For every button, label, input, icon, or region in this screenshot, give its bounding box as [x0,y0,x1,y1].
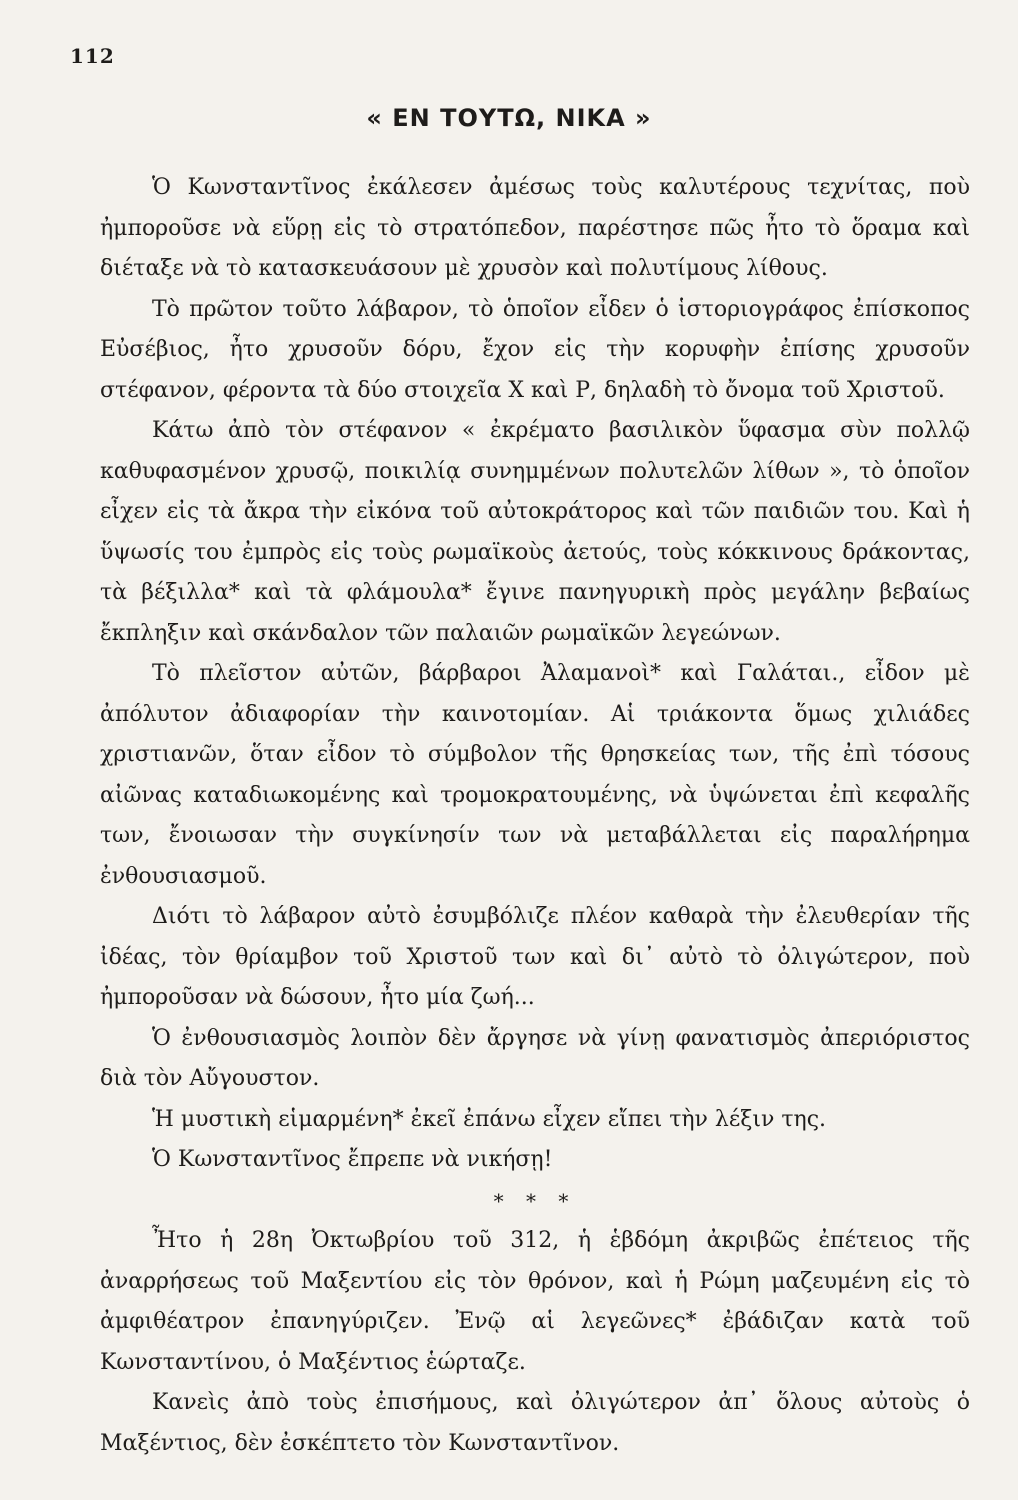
paragraph: Κάτω ἀπὸ τὸν στέφανον « ἐκρέματο βασιλικὸν ὕφασμα σὺν πολλῷ καθυφασμένον χρυσῷ, ποικιλίᾳ συνημμένων πολυτελῶν λίθων », τὸ ὁποῖον εἶχεν εἰς τὰ ἄκρα τὴν εἰκόνα τοῦ αὐτοκράτορος καὶ τῶν παιδιῶν του. Καὶ ἡ ὕψωσίς του ἐμπρὸς εἰς τοὺς ρωμαϊκοὺς ἀετούς, τοὺς κόκκινους δράκοντας, τὰ βέξιλλα* καὶ τὰ φλάμουλα* ἔγινε πανηγυρικὴ πρὸς μεγάλην βεβαίως ἔκπληξιν καὶ σκάνδαλον τῶν παλαιῶν ρωμαϊκῶν λεγεώνων. [100,418,970,646]
paragraph: Ἡ μυστικὴ εἱμαρμένη* ἐκεῖ ἐπάνω εἶχεν εἴπει τὴν λέξιν της. [152,1106,827,1132]
chapter-title: « ΕΝ ΤΟΥΤΩ, ΝΙΚΑ » [366,104,652,132]
paragraph: Ἦτο ἡ 28η Ὀκτωβρίου τοῦ 312, ἡ ἑβδόμη ἀκριβῶς ἐπέτειος τῆς ἀναρρήσεως τοῦ Μαξεντίου εἰς τὸν θρόνον, καὶ ἡ Ρώμη μαζευμένη εἰς τὸ ἀμφιθέατρον ἐπανηγύριζεν. Ἐνῷ αἱ λεγεῶνες* ἐβάδιζαν κατὰ τοῦ Κωνσταντίνου, ὁ Μαξέντιος ἑώρταζε. [100,1228,970,1375]
body-text [100,168,970,1464]
paragraph: Κανεὶς ἀπὸ τοὺς ἐπισήμους, καὶ ὀλιγώτερον ἀπ᾽ ὅλους αὐτοὺς ὁ Μαξέντιος, δὲν ἐσκέπτετο τὸν Κωνσταντῖνον. [100,1390,970,1456]
paragraph: Διότι τὸ λάβαρον αὐτὸ ἐσυμβόλιζε πλέον καθαρὰ τὴν ἐλευθερίαν τῆς ἰδέας, τὸν θρίαμβον τοῦ Χριστοῦ των καὶ δι᾽ αὐτὸ τὸ ὀλιγώτερον, ποὺ ἠμποροῦσαν νὰ δώσουν, ἦτο μία ζωή... [100,904,970,1010]
paragraph: Ὁ Κωνσταντῖνος ἐκάλεσεν ἀμέσως τοὺς καλυτέρους τεχνίτας, ποὺ ἠμποροῦσε νὰ εὕρῃ εἰς τὸ στρατόπεδον, παρέστησε πῶς ἦτο τὸ ὅραμα καὶ διέταξε νὰ τὸ κατασκευάσουν μὲ χρυσὸν καὶ πολυτίμους λίθους. [100,175,970,281]
section-break: * * * [493,1188,577,1213]
paragraph: Τὸ πρῶτον τοῦτο λάβαρον, τὸ ὁποῖον εἶδεν ὁ ἱστοριογράφος ἐπίσκοπος Εὐσέβιος, ἦτο χρυσοῦν δόρυ, ἔχον εἰς τὴν κορυφὴν ἐπίσης χρυσοῦν στέφανον, φέροντα τὰ δύο στοιχεῖα Χ καὶ Ρ, δηλαδὴ τὸ ὄνομα τοῦ Χριστοῦ. [100,296,970,403]
paragraph: Ὁ Κωνσταντῖνος ἔπρεπε νὰ νικήσῃ! [152,1147,553,1172]
paragraph: Ὁ ἐνθουσιασμὸς λοιπὸν δὲν ἄργησε νὰ γίνῃ φανατισμὸς ἀπεριόριστος διὰ τὸν Αὔγουστον. [100,1025,970,1091]
page-number: 112 [70,44,115,68]
paragraph: Τὸ πλεῖστον αὐτῶν, βάρβαροι Ἀλαμανοὶ* καὶ Γαλάται., εἶδον μὲ ἀπόλυτον ἀδιαφορίαν τὴν καινοτομίαν. Αἱ τριάκοντα ὅμως χιλιάδες χριστιανῶν, ὅταν εἶδον τὸ σύμβολον τῆς θρησκείας των, τῆς ἐπὶ τόσους αἰῶνας καταδιωκομένης καὶ τρομοκρατουμένης, νὰ ὑψώνεται ἐπὶ κεφαλῆς των, ἔνοιωσαν τὴν συγκίνησίν των νὰ μεταβάλλεται εἰς παραλήρημα ἐνθουσιασμοῦ. [100,661,970,889]
